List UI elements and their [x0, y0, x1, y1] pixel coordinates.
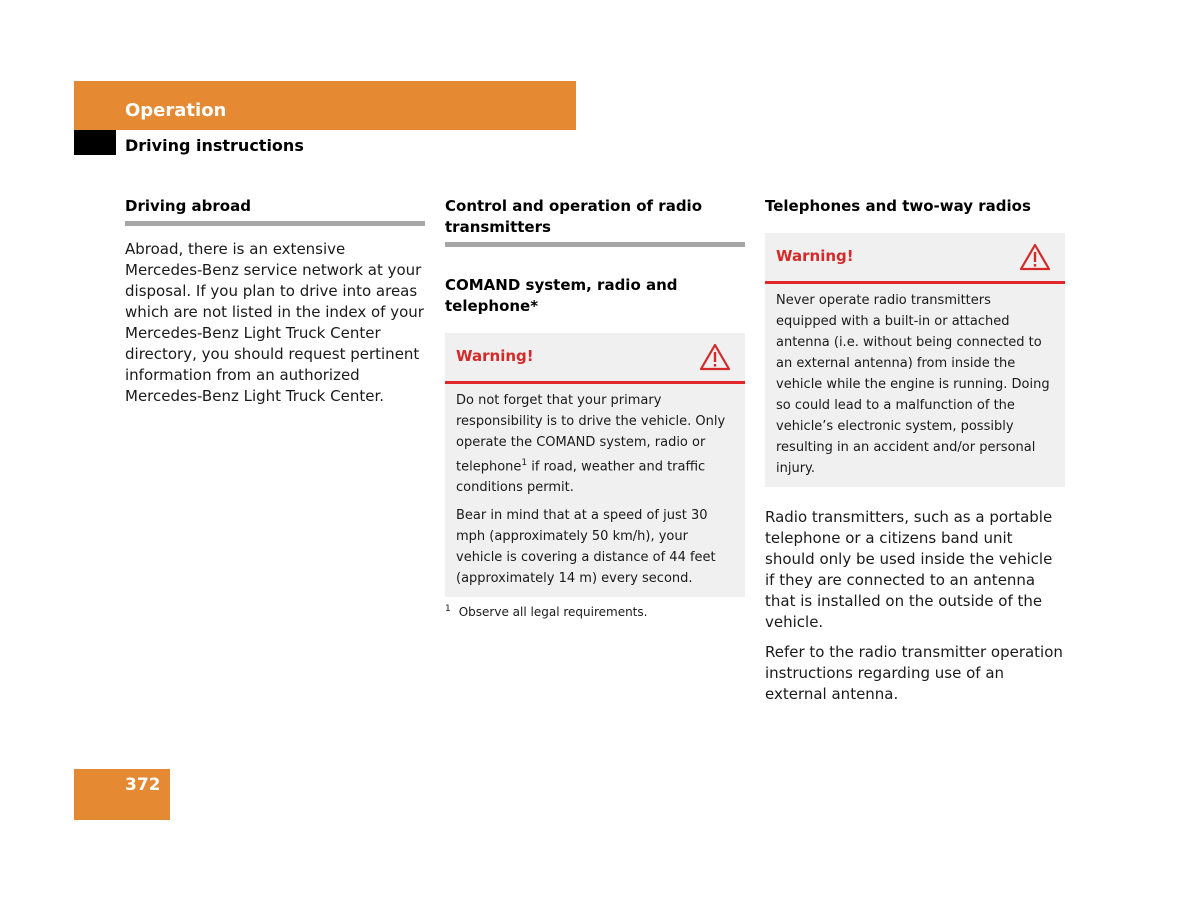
- column-telephones: [765, 196, 1065, 705]
- warning-body: [445, 384, 745, 597]
- column-radio-transmitters: [445, 196, 745, 619]
- footnote: [445, 604, 745, 619]
- driving-abroad-text: Abroad, there is an extensive Mercedes-Benz service network at your disposal. If you plan to drive into areas which are not listed in the index of your Mercedes-Benz Light Truck Center directory, you should request pertinent information from an authorized Mercedes-Benz Light Truck Center.: [125, 240, 424, 405]
- warning-paragraph-2: Bear in mind that at a speed of just 30 mph (approximately 50 km/h), your vehicle is covering a distance of 44 feet (approximately 14 m) every second.: [456, 508, 716, 587]
- warning-header: [445, 333, 745, 384]
- warning-paragraph: Never operate radio transmitters equipped with a built-in or attached antenna (i.e. without being connected to an external antenna) from inside the vehicle while the engine is running. Doing so could lead to a malfunction of the vehicle’s electronic system, possibly resulting in an accident and/or personal injury.: [776, 293, 1050, 476]
- subheading-comand: COMAND system, radio and telephone*: [445, 276, 678, 315]
- warning-box: [765, 233, 1065, 487]
- footnote-reference: 1: [521, 458, 528, 468]
- footnote-marker: 1: [445, 604, 451, 615]
- heading-rule: [125, 221, 425, 226]
- heading-rule: [445, 242, 745, 247]
- warning-header: [765, 233, 1065, 284]
- subsection-title: Driving instructions: [125, 136, 304, 155]
- heading-telephones: Telephones and two-way radios: [765, 197, 1031, 215]
- warning-box: [445, 333, 745, 597]
- warning-body: [765, 284, 1065, 487]
- heading-driving-abroad: Driving abroad: [125, 197, 251, 215]
- warning-triangle-icon: [1019, 243, 1051, 271]
- page-number: 372: [125, 775, 161, 795]
- warning-label: Warning!: [776, 247, 854, 265]
- radio-transmitters-paragraph: Radio transmitters, such as a portable telephone or a citizens band unit should only be used inside the vehicle if they are connected to an antenna that is installed on the outside of the vehicle.: [765, 508, 1053, 631]
- header-marker-block: [74, 130, 116, 155]
- footnote-text: Observe all legal requirements.: [458, 605, 648, 620]
- section-title: Operation: [125, 100, 227, 121]
- warning-label: Warning!: [456, 347, 534, 365]
- warning-triangle-icon: [699, 343, 731, 371]
- heading-radio-transmitters: Control and operation of radio transmitters: [445, 197, 702, 236]
- column-driving-abroad: [125, 196, 425, 407]
- operation-instructions-paragraph: Refer to the radio transmitter operation instructions regarding use of an external antenna.: [765, 643, 1063, 703]
- warning-paragraph-1: Do not forget that your primary responsibility is to drive the vehicle. Only operate the COMAND system, radio or telephone$^1$ if road, weather and traffic conditions permit.: [456, 393, 726, 496]
